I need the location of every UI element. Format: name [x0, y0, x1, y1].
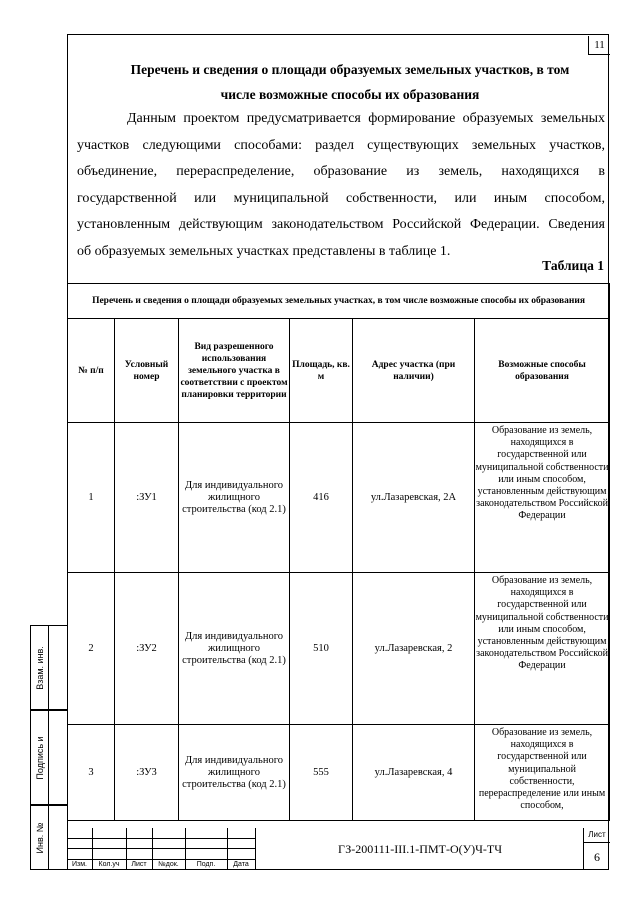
cell-num: 1	[68, 423, 115, 573]
cell-area: 416	[290, 423, 353, 573]
side-stamp-signature	[30, 710, 68, 805]
paragraph-line: участков следующими способами: раздел существующих земельных участков,	[77, 137, 605, 153]
paragraph-line: Данным проектом предусматривается формирование образуемых земельных	[127, 111, 605, 126]
col-label: Изм.	[72, 861, 87, 868]
side-stamp-inv-number	[30, 805, 68, 870]
cell-num: 2	[68, 573, 115, 725]
cell-method: Образование из земель, находящихся в государственной или муниципальной собственности или иным способом, установленным действующим законодательством Российской Федерации	[475, 573, 610, 725]
table-row	[68, 423, 610, 573]
cell-code: :ЗУ2	[115, 573, 179, 725]
side-stamp-label: Инв. №	[34, 822, 45, 853]
cell-area: 555	[290, 725, 353, 821]
side-stamp-replaced-inv	[30, 625, 68, 710]
side-stamp-label: Подпись и	[34, 735, 45, 780]
cell-address: ул.Лазаревская, 2А	[353, 423, 475, 573]
table-caption-row	[68, 284, 610, 319]
paragraph-line: объединение, перераспределение, образование из земель, находящихся в	[77, 164, 605, 179]
sheet-label: Лист	[588, 830, 606, 839]
cell-address: ул.Лазаревская, 2	[353, 573, 475, 725]
col-label: Подп.	[196, 861, 216, 868]
document-code: ГЗ-200111-III.1-ПМТ-О(У)Ч-ТЧ	[255, 828, 584, 870]
intro-paragraph	[77, 106, 605, 265]
cell-area: 510	[290, 573, 353, 725]
header-address: Адрес участка (при наличии)	[353, 319, 475, 423]
cell-num: 3	[68, 725, 115, 821]
header-use: Вид разрешенного использования земельного участка в соответствии с проектом планировки территории	[179, 319, 290, 423]
cell-method: Образование из земель, находящихся в государственной или муниципальной собственности или иным способом, установленным действующим законодательством Российской Федерации	[475, 423, 610, 573]
sheet-box	[583, 828, 610, 870]
cell-code: :ЗУ1	[115, 423, 179, 573]
table-row	[68, 725, 610, 821]
paragraph-line: государственной или муниципальной собственности, или иным способом,	[77, 190, 605, 206]
section-title	[100, 57, 600, 107]
cell-use: Для индивидуального жилищного строительства (код 2.1)	[179, 725, 290, 821]
table-label: Таблица 1	[542, 258, 604, 273]
header-area: Площадь, кв. м	[290, 319, 353, 423]
header-num: № п/п	[68, 319, 115, 423]
col-label: Лист	[131, 861, 147, 868]
cell-use: Для индивидуального жилищного строительства (код 2.1)	[179, 423, 290, 573]
header-method: Возможные способы образования	[475, 319, 610, 423]
paragraph-line: установленным действующим законодательством Российской Федерации. Сведения	[77, 217, 605, 232]
cell-method-text: Образование из земель, находящихся в государственной или муниципальной собственности, перераспределение или иным способом,	[478, 727, 606, 812]
side-stamp-label: Взам. инв.	[34, 645, 45, 690]
section-title-line-2: числе возможные способы их образования	[220, 87, 480, 102]
page-number: 11	[588, 36, 610, 55]
table-caption: Перечень и сведения о площади образуемых земельных участках, в том числе возможные способы их образования	[68, 284, 610, 319]
land-plots-table	[67, 283, 610, 821]
cell-use: Для индивидуального жилищного строительства (код 2.1)	[179, 573, 290, 725]
section-title-line-1: Перечень и сведения о площади образуемых земельных участков, в том	[130, 62, 570, 77]
sheet-number: 6	[594, 850, 600, 864]
revision-grid	[67, 828, 255, 870]
cell-code: :ЗУ3	[115, 725, 179, 821]
table-header-row	[68, 319, 610, 423]
header-code: Условный номер	[115, 319, 179, 423]
col-label: Дата	[233, 861, 249, 868]
table-row	[68, 573, 610, 725]
paragraph-line: об образуемых земельных участках представлены в таблице 1.	[77, 243, 451, 259]
col-label: №док.	[158, 861, 179, 868]
cell-address: ул.Лазаревская, 4	[353, 725, 475, 821]
cell-method	[475, 725, 610, 821]
col-label: Кол.уч	[98, 861, 120, 868]
title-block	[67, 828, 609, 870]
